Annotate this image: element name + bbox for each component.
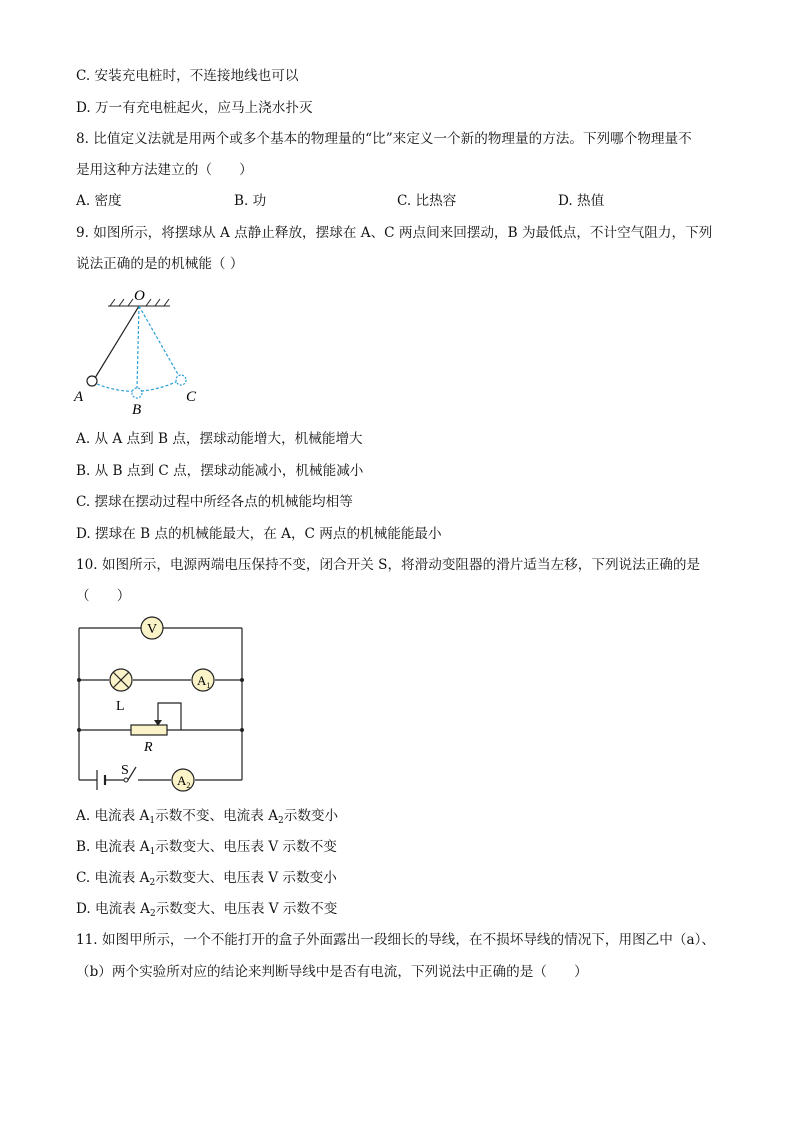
pendulum-ball-a bbox=[87, 376, 97, 386]
q9-option-a: A. 从 A 点到 B 点，摆球动能增大，机械能增大 bbox=[76, 431, 363, 447]
q10-option-b: B. 电流表 $A_1$示数变大、电压表 V 示数不变 bbox=[76, 839, 337, 857]
q10-option-c: C. 电流表 $A_2$示数变大、电压表 V 示数变小 bbox=[76, 870, 337, 888]
q10-option-d: D. 电流表 $A_2$示数变大、电压表 V 示数不变 bbox=[76, 901, 338, 919]
q8-option-c: C. 比热容 bbox=[397, 193, 457, 209]
q11-stem-line-1: 11. 如图甲所示，一个不能打开的盒子外面露出一段细长的导线，在不损坏导线的情况下，用图乙中（a）、 bbox=[76, 932, 715, 948]
q9-option-c: C. 摆球在摆动过程中所经各点的机械能均相等 bbox=[76, 494, 353, 510]
q7-option-c: C. 安装充电桩时，不连接地线也可以 bbox=[76, 68, 299, 84]
ammeter-2-label: $A_2$ bbox=[177, 773, 191, 790]
q7-option-d: D. 万一有充电桩起火，应马上浇水扑灭 bbox=[76, 100, 313, 116]
junction-dot bbox=[240, 728, 244, 732]
q10-stem-line-2: （ ） bbox=[76, 588, 131, 604]
q10-stem-line-1: 10. 如图所示，电源两端电压保持不变，闭合开关 S，将滑动变阻器的滑片适当左移，下列说法正确的是 bbox=[76, 557, 701, 573]
junction-dot bbox=[240, 678, 244, 682]
q10-option-a: A. 电流表 $A_1$示数不变、电流表 $A_2$示数变小 bbox=[76, 808, 339, 826]
q8-option-a: A. 密度 bbox=[76, 193, 122, 209]
pendulum-ball-c bbox=[176, 375, 186, 385]
circuit-diagram bbox=[70, 614, 250, 792]
q8-option-d: D. 热值 bbox=[558, 193, 605, 209]
pendulum-string bbox=[95, 306, 139, 378]
lamp-label: L bbox=[116, 699, 125, 714]
junction-dot bbox=[77, 678, 81, 682]
q9-stem-line-2: 说法正确的是的机械能（ ） bbox=[76, 256, 244, 272]
ammeter-1-label: $A_1$ bbox=[197, 673, 211, 690]
string-position-b bbox=[137, 306, 139, 388]
pivot-label-o: O bbox=[134, 288, 145, 304]
rheostat-icon bbox=[131, 725, 167, 735]
rheostat-label: R bbox=[144, 740, 153, 755]
pendulum-figure bbox=[70, 284, 210, 418]
point-label-b: B bbox=[132, 402, 142, 418]
point-label-c: C bbox=[186, 389, 197, 405]
pendulum-ball-b bbox=[132, 388, 142, 398]
q9-stem-line-1: 9. 如图所示，将摆球从 A 点静止释放，摆球在 A、C 两点间来回摆动，B 为最低点，不计空气阻力，下列 bbox=[76, 225, 713, 241]
q11-stem-line-2: （b）两个实验所对应的结论来判断导线中是否有电流，下列说法中正确的是（ ） bbox=[76, 964, 588, 980]
switch-contact bbox=[124, 778, 128, 782]
switch-label: S bbox=[121, 763, 129, 778]
string-position-c bbox=[139, 306, 179, 376]
q8-option-b: B. 功 bbox=[234, 193, 267, 209]
q9-option-b: B. 从 B 点到 C 点，摆球动能减小，机械能减小 bbox=[76, 463, 364, 479]
q8-stem-line-2: 是用这种方法建立的（ ） bbox=[76, 162, 253, 178]
voltmeter-label: V bbox=[146, 622, 158, 637]
point-label-a: A bbox=[74, 389, 84, 405]
junction-dot bbox=[77, 728, 81, 732]
q8-stem-line-1: 8. 比值定义法就是用两个或多个基本的物理量的“比”来定义一个新的物理量的方法。下列哪个物理量不 bbox=[76, 131, 692, 147]
q9-option-d: D. 摆球在 B 点的机械能最大，在 A，C 两点的机械能能最小 bbox=[76, 526, 442, 542]
